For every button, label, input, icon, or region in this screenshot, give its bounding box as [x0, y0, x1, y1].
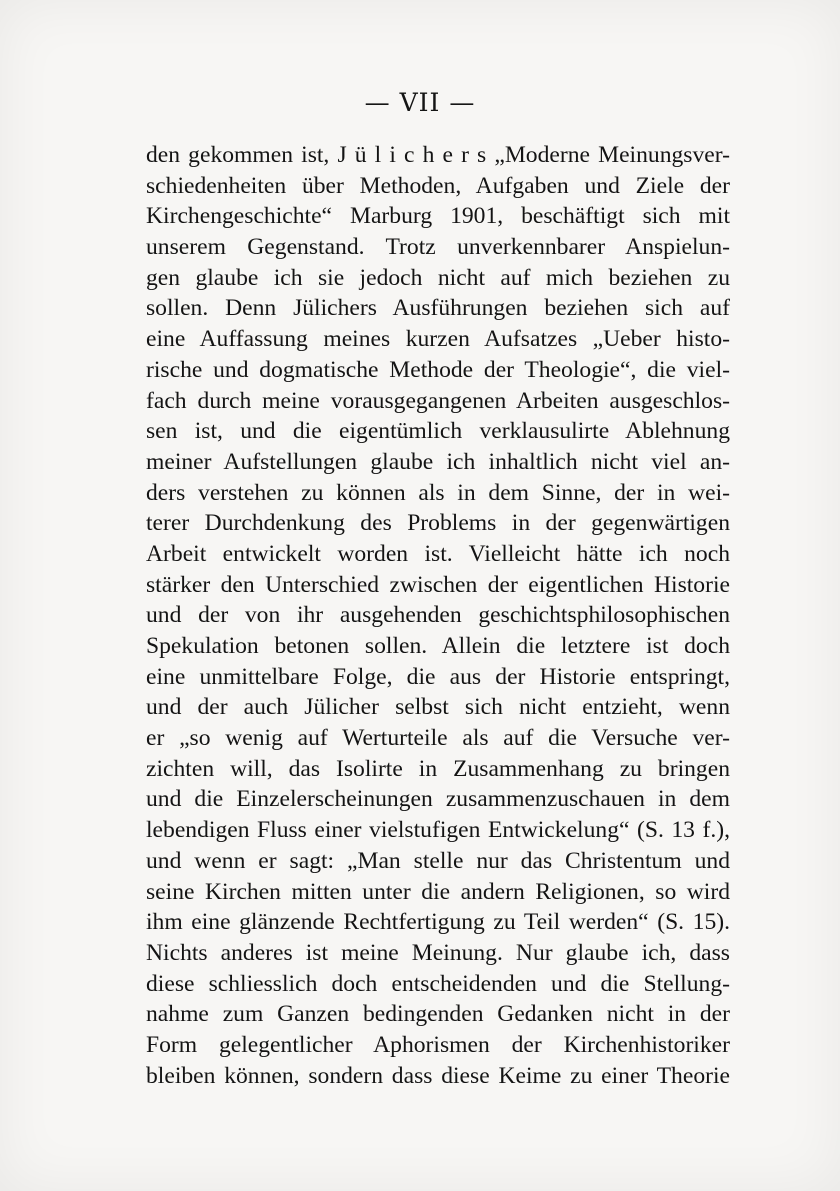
text-line: stärker den Unterschied zwischen der eigentlichen Historie: [146, 571, 730, 598]
text-line: sen ist, und die eigentümlich verklausulirte Ablehnung: [146, 418, 730, 445]
text-line: eine unmittelbare Folge, die aus der Historie entspringt,: [146, 663, 730, 690]
page-number: — VII —: [364, 88, 476, 117]
text-line: Form gelegentlicher Aphorismen der Kirchenhistoriker: [146, 1031, 730, 1058]
text-line: und die Einzelerscheinungen zusammenzuschauen in dem: [146, 786, 730, 813]
text-line: eine Auffassung meines kurzen Aufsatzes „Ueber histo-: [146, 326, 730, 353]
body-text: [146, 140, 730, 1091]
text-line: Kirchengeschichte“ Marburg 1901, beschäftigt sich mit: [146, 203, 730, 230]
text-line: terer Durchdenkung des Problems in der gegenwärtigen: [146, 510, 730, 537]
text-line: meiner Aufstellungen glaube ich inhaltlich nicht viel an-: [146, 448, 730, 475]
text-line: und wenn er sagt: „Man stelle nur das Christentum und: [146, 847, 730, 874]
text-line: Nichts anderes ist meine Meinung. Nur glaube ich, dass: [146, 939, 730, 966]
text-line: seine Kirchen mitten unter die andern Religionen, so wird: [146, 878, 730, 905]
text-line: Spekulation betonen sollen. Allein die letztere ist doch: [146, 633, 730, 659]
text-line: rische und dogmatische Methode der Theologie“, die viel-: [146, 356, 730, 383]
text-line: schiedenheiten über Methoden, Aufgaben und Ziele der: [146, 172, 730, 199]
text-line: bleiben können, sondern dass diese Keime zu einer Theorie: [146, 1062, 730, 1089]
text-line: er „so wenig auf Werturteile als auf die Versuche ver-: [146, 725, 730, 752]
text-line: lebendigen Fluss einer vielstufigen Entwickelung“ (S. 13 f.),: [146, 817, 730, 844]
text-line: sollen. Denn Jülichers Ausführungen beziehen sich auf: [146, 295, 730, 322]
text-line: Arbeit entwickelt worden ist. Vielleicht hätte ich noch: [146, 540, 730, 567]
text-line: den gekommen ist, J ü l i c h e r s „Moderne Meinungsver-: [146, 142, 730, 168]
text-line: zichten will, das Isolirte in Zusammenhang zu bringen: [146, 755, 730, 782]
text-line: nahme zum Ganzen bedingenden Gedanken nicht in der: [146, 1001, 730, 1028]
text-line: fach durch meine vorausgegangenen Arbeiten ausgeschlos-: [146, 387, 730, 414]
text-line: ders verstehen zu können als in dem Sinne, der in wei-: [146, 479, 730, 506]
text-line: und der auch Jülicher selbst sich nicht entzieht, wenn: [146, 694, 730, 721]
text-line: diese schliesslich doch entscheidenden und die Stellung-: [146, 970, 730, 997]
text-line: unserem Gegenstand. Trotz unverkennbarer Anspielun-: [146, 234, 730, 261]
text-line: gen glaube ich sie jedoch nicht auf mich beziehen zu: [146, 264, 730, 291]
text-line: ihm eine glänzende Rechtfertigung zu Teil werden“ (S. 15).: [146, 909, 730, 936]
text-line: und der von ihr ausgehenden geschichtsphilosophischen: [146, 602, 730, 629]
